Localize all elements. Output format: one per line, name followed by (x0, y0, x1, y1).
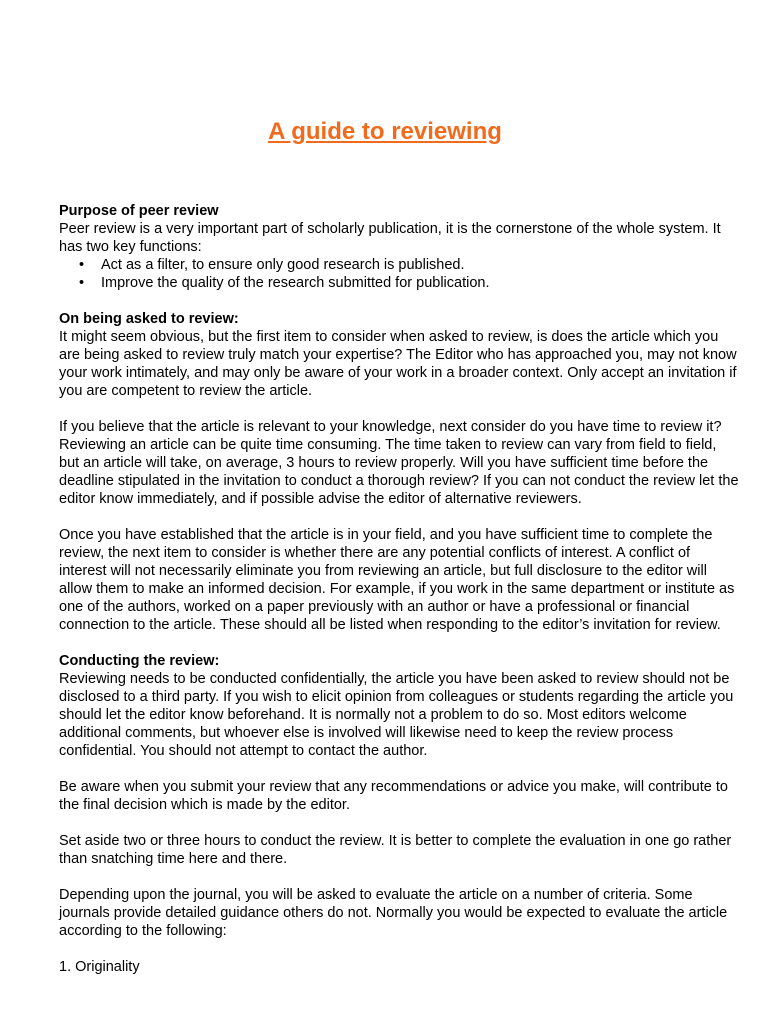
conducting-paragraph-1: Reviewing needs to be conducted confidentially, the article you have been asked to review should not be disclosed to a third party. If you wish to elicit opinion from colleagues or students regarding the article you should let the editor know beforehand. It is normally not a problem to do so. Most editors welcome additional comments, but whoever else is involved will likewise need to keep the review process confidential. You should not attempt to contact the author. (59, 671, 734, 759)
bullet-icon: • (79, 275, 85, 291)
list-item-text: Improve the quality of the research submitted for publication. (101, 275, 490, 291)
conducting-paragraph-4: Depending upon the journal, you will be asked to evaluate the article on a number of criteria. Some journals provide detailed guidance others do not. Normally you would be expected to evaluate the article according to the following: (59, 887, 728, 939)
document-body (59, 202, 739, 976)
section-heading-conducting: Conducting the review: (59, 653, 220, 669)
purpose-intro-paragraph: Peer review is a very important part of scholarly publication, it is the cornerstone of the whole system. It has two key functions: (59, 221, 721, 255)
list-item-text: Act as a filter, to ensure only good research is published. (101, 257, 465, 273)
bullet-icon: • (79, 257, 85, 273)
asked-paragraph-3: Once you have established that the article is in your field, and you have sufficient time to complete the review, the next item to consider is whether there are any potential conflicts of interest. A conflict of interest will not necessarily eliminate you from reviewing an article, but full disclosure to the editor will allow them to make an informed decision. For example, if you work in the same department or institute as one of the authors, worked on a paper previously with an author or have a professional or financial connection to the article. These should all be listed when responding to the editor’s invitation for review. (59, 527, 735, 633)
document-title: A guide to reviewing (268, 118, 502, 145)
conducting-paragraph-3: Set aside two or three hours to conduct the review. It is better to complete the evaluation in one go rather than snatching time here and there. (59, 833, 732, 867)
asked-paragraph-1: It might seem obvious, but the first item to consider when asked to review, is does the article which you are being asked to review truly match your expertise? The Editor who has approached you, may not know your work intimately, and may only be aware of your work in a broader context. Only accept an invitation if you are competent to review the article. (59, 329, 737, 399)
conducting-paragraph-2: Be aware when you submit your review that any recommendations or advice you make, will contribute to the final decision which is made by the editor. (59, 779, 728, 813)
purpose-bullet-list (59, 256, 739, 292)
section-heading-purpose: Purpose of peer review (59, 203, 219, 219)
list-item (79, 256, 739, 274)
list-item (79, 274, 739, 292)
criteria-item-originality: 1. Originality (59, 959, 140, 975)
section-heading-asked: On being asked to review: (59, 311, 239, 327)
asked-paragraph-2: If you believe that the article is relevant to your knowledge, next consider do you have time to review it? Reviewing an article can be quite time consuming. The time taken to review can vary from field to field, but an article will take, on average, 3 hours to review properly. Will you have sufficient time before the deadline stipulated in the invitation to conduct a thorough review? If you can not conduct the review let the editor know immediately, and if possible advise the editor of alternative reviewers. (59, 419, 739, 507)
